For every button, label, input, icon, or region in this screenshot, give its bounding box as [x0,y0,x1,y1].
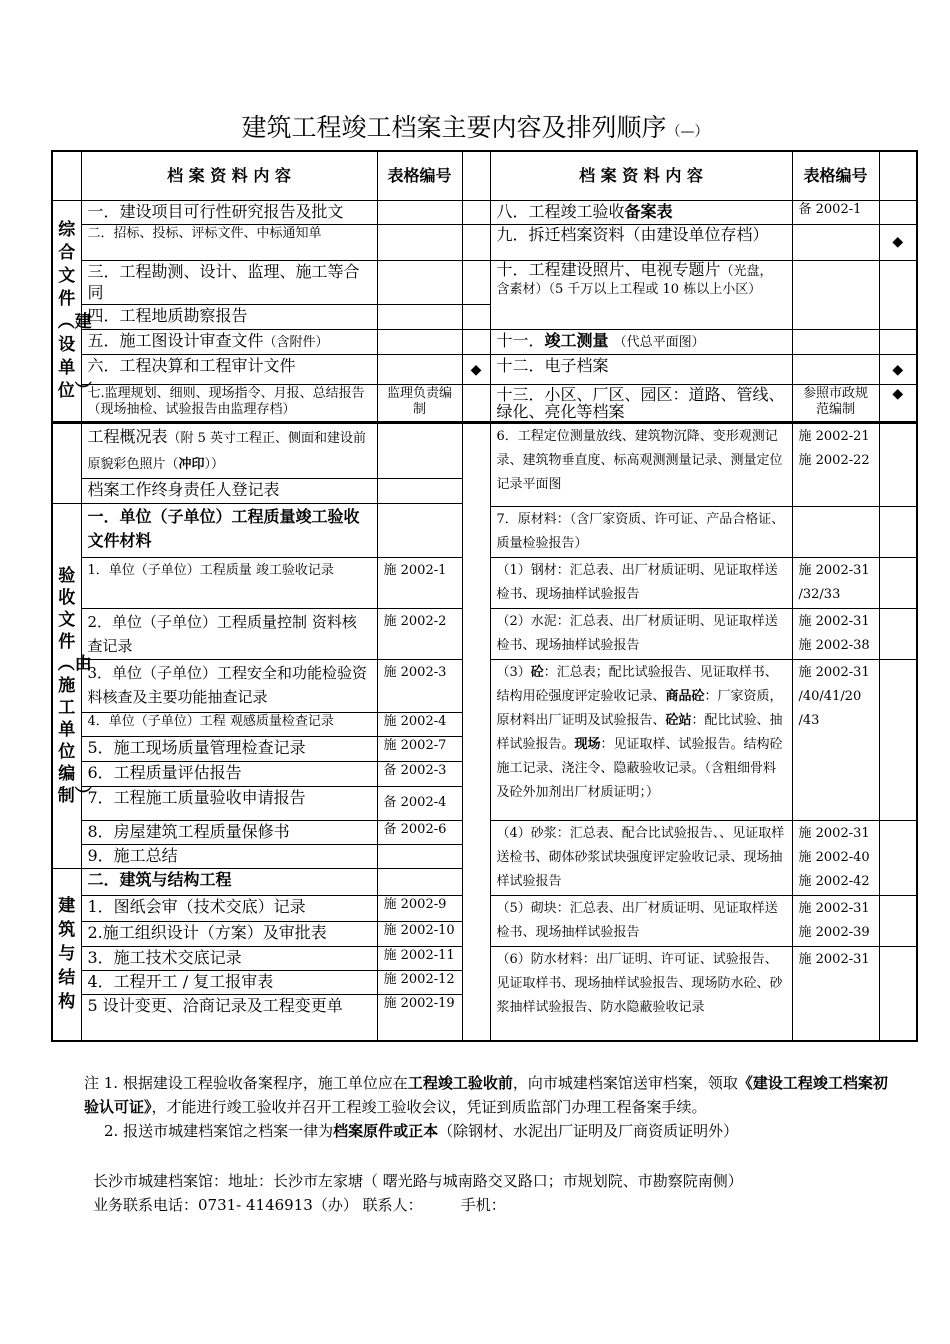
right-item: 十三．小区、厂区、园区：道路、管线、绿化、亮化等档案 [490,385,792,423]
table-row [52,330,917,355]
header-code: 表格编号 [377,151,462,201]
left-code [377,355,462,385]
left-mark [462,201,490,225]
left-code [377,305,462,330]
left-item: 档案工作终身责任人登记表 [81,479,377,504]
right-code: 施 2002-31 [792,947,879,1041]
side-blank [52,423,81,504]
right-mark [879,260,917,330]
left-code: 备 2002-4 [377,787,462,821]
page-title [0,108,950,144]
table-row [52,260,917,305]
left-mark [462,260,490,305]
title-main: 建筑工程竣工档案主要内容及排列顺序 [241,113,667,142]
left-code: 施 2002-1 [377,558,462,609]
left-item: 二．招标、投标、评标文件、中标通知单 [81,224,377,260]
left-code [377,260,462,305]
left-item: 3．施工技术交底记录 [81,947,377,971]
right-code: 参照市政规范编制 [792,385,879,423]
right-code: 施 2002-31 /40/41/20 /43 [792,660,879,821]
left-code: 备 2002-6 [377,821,462,845]
left-item: 2.施工组织设计（方案）及审批表 [81,921,377,947]
right-code: 施 2002-21 施 2002-22 [792,423,879,507]
right-mark [879,821,917,896]
left-code [377,224,462,260]
left-item: 一．单位（子单位）工程质量竣工验收文件材料 [81,504,377,558]
left-code: 施 2002-2 [377,609,462,660]
left-item: 4．工程开工 / 复工报审表 [81,971,377,995]
left-code [377,869,462,896]
left-item: 5 设计变更、洽商记录及工程变更单 [81,995,377,1041]
left-code: 施 2002-9 [377,896,462,922]
left-item: 9．施工总结 [81,845,377,869]
left-code: 施 2002-19 [377,995,462,1041]
left-code: 施 2002-10 [377,921,462,947]
right-item: （5）砌块：汇总表、出厂材质证明、见证取样送检书、现场抽样试验报告 [490,896,792,947]
header-content: 档 案 资 料 内 容 [81,151,377,201]
footer-contact [93,1169,893,1217]
left-code [377,423,462,479]
right-mark [879,660,917,821]
header-code-right: 表格编号 [792,151,879,201]
right-code: 施 2002-31 施 2002-39 [792,896,879,947]
left-code: 监理负责编制 [377,385,462,423]
left-code [377,479,462,504]
left-item: 二．建筑与结构工程 [81,869,377,896]
right-item: （4）砂浆：汇总表、配合比试验报告、、见证取样送检书、砌体砂浆试块强度评定验收记录、现场抽样试验报告 [490,821,792,896]
left-item: 3．单位（子单位）工程安全和功能检验资料核查及主要功能抽查记录 [81,660,377,713]
left-item: 1．图纸会审（技术交底）记录 [81,896,377,922]
left-item: 工程概况表（附 5 英寸工程正、侧面和建设前原貌彩色照片（冲印）） [81,423,377,479]
right-mark [879,330,917,355]
left-code [377,504,462,558]
right-item: 十二．电子档案 [490,355,792,385]
left-code: 施 2002-11 [377,947,462,971]
table-row [52,201,917,225]
side-label-structure: 建筑与结构 [52,869,81,1041]
left-code [377,845,462,869]
left-item: 五．施工图设计审查文件（含附件） [81,330,377,355]
header-mark-right [879,151,917,201]
left-code: 施 2002-4 [377,713,462,737]
right-mark [879,201,917,225]
side-label-acceptance: 验收文件︵由施工单位编制︶ [52,504,81,869]
right-code: 施 2002-31 施 2002-40 施 2002-42 [792,821,879,896]
left-code: 备 2002-3 [377,762,462,787]
right-mark: ◆ [879,385,917,423]
left-code: 施 2002-12 [377,971,462,995]
table-comprehensive-documents [51,150,918,423]
right-item: （1）钢材：汇总表、出厂材质证明、见证取样送检书、现场抽样试验报告 [490,558,792,609]
right-item: 7．原材料：（含厂家资质、许可证、产品合格证、质量检验报告） [490,507,792,558]
table-row [52,385,917,423]
notes [84,1071,899,1143]
right-code: 备 2002-1 [792,201,879,225]
left-mark [462,330,490,355]
right-mark [879,896,917,947]
right-mark [879,558,917,609]
left-item: 1．单位（子单位）工程质量 竣工验收记录 [81,558,377,609]
left-item: 7．工程施工质量验收申请报告 [81,787,377,821]
table-row [52,355,917,385]
left-item: 4．单位（子单位）工程 观感质量检查记录 [81,713,377,737]
right-code [792,330,879,355]
note-2: 2. 报送市城建档案馆之档案一律为档案原件或正本（除钢材、水泥出厂证明及厂商资质证明外） [104,1122,739,1140]
left-code: 施 2002-7 [377,737,462,762]
table-acceptance-documents [51,422,918,1042]
right-mark [879,947,917,1041]
title-sub: （—） [666,124,709,140]
right-mark [879,609,917,660]
left-code [377,201,462,225]
left-item: 四．工程地质勘察报告 [81,305,377,330]
right-item: （3）砼：汇总表；配比试验报告、见证取样书、结构用砼强度评定验收记录、商品砼：厂家资质，原材料出厂证明及试验报告、砼站：配比试验、抽样试验报告。现场：见证取样、试验报告。结构砼施工记录、浇注令、隐蔽验收记录。（含粗细骨料及砼外加剂出厂材质证明；） [490,660,792,821]
right-item: 6．工程定位测量放线、建筑物沉降、变形观测记录、建筑物垂直度、标高观测测量记录、测量定位记录平面图 [490,423,792,507]
header-mark [462,151,490,201]
footer-phone: 业务联系电话：0731- 4146913（办） 联系人： 手机： [93,1196,506,1214]
left-item: 七.监理规划、细则、现场指令、月报、总结报告（现场抽检、试验报告由监理存档） [81,385,377,423]
right-mark: ◆ [879,355,917,385]
left-code: 施 2002-3 [377,660,462,713]
left-mark [462,224,490,260]
left-code [377,330,462,355]
right-code [792,260,879,330]
note-1: 注 1. 根据建设工程验收备案程序，施工单位应在工程竣工验收前，向市城建档案馆送审档案，领取《建设工程竣工档案初验认可证》，才能进行竣工验收并召开工程竣工验收会议，凭证到质监部门办理工程备案手续。 [84,1074,888,1116]
side-label-comprehensive: 综合文件︵建设单位︶ [52,201,81,423]
column-gap [462,423,490,1041]
right-mark: ◆ [879,224,917,260]
left-item: 8．房屋建筑工程质量保修书 [81,821,377,845]
right-item: 十．工程建设照片、电视专题片（光盘，含素材）（5 千万以上工程或 10 栋以上小区） [490,260,792,330]
left-mark [462,385,490,423]
left-item: 2．单位（子单位）工程质量控制 资料核查记录 [81,609,377,660]
left-item: 三．工程勘测、设计、监理、施工等合同 [81,260,377,305]
table-row [52,224,917,260]
table-header-row [52,151,917,201]
right-mark [879,423,917,507]
table-row [52,423,917,479]
left-item: 六．工程决算和工程审计文件 [81,355,377,385]
right-code: 施 2002-31 施 2002-38 [792,609,879,660]
left-mark [462,305,490,330]
left-item: 5．施工现场质量管理检查记录 [81,737,377,762]
left-mark: ◆ [462,355,490,385]
left-item: 6．工程质量评估报告 [81,762,377,787]
right-code [792,224,879,260]
left-item: 一．建设项目可行性研究报告及批文 [81,201,377,225]
right-mark [879,507,917,558]
right-item: （2）水泥：汇总表、出厂材质证明、见证取样送检书、现场抽样试验报告 [490,609,792,660]
right-item: 九．拆迁档案资料（由建设单位存档） [490,224,792,260]
right-item: 十一．竣工测量 （代总平面图） [490,330,792,355]
header-blank [52,151,81,201]
right-code [792,355,879,385]
header-content-right: 档 案 资 料 内 容 [490,151,792,201]
footer-address: 长沙市城建档案馆：地址：长沙市左家塘（ 曙光路与城南路交叉路口；市规划院、市勘察院南侧） [93,1172,743,1190]
right-code: 施 2002-31 /32/33 [792,558,879,609]
right-item: 八．工程竣工验收备案表 [490,201,792,225]
right-item: （6）防水材料：出厂证明、许可证、试验报告、见证取样书、现场抽样试验报告、现场防水砼、砂浆抽样试验报告、防水隐蔽验收记录 [490,947,792,1041]
right-code [792,507,879,558]
